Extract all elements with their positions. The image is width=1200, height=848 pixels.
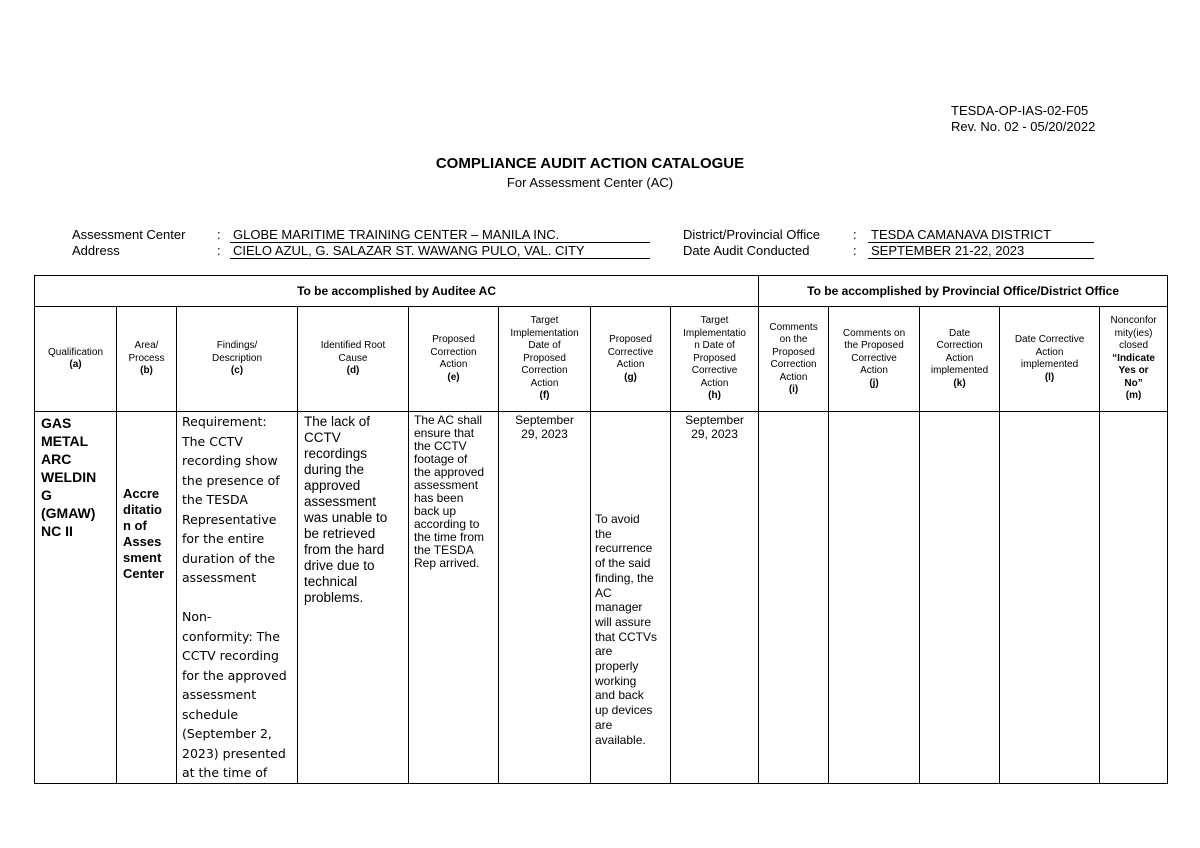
header-area-process: Area/ Process (b) <box>117 307 177 412</box>
district-label: District/Provincial Office <box>683 227 821 242</box>
document-subtitle: For Assessment Center (AC) <box>506 175 674 190</box>
document-code <box>951 103 1095 135</box>
cell-target-date-corrective: September 29, 2023 <box>671 412 759 784</box>
header-qualification: Qualification (a) <box>35 307 117 412</box>
header-correction-action: Proposed Correction Action (e) <box>409 307 499 412</box>
date-audit-label: Date Audit Conducted <box>683 243 810 258</box>
header-comments-correction: Comments on the Proposed Correction Action (i) <box>759 307 829 412</box>
cell-date-correction-implemented <box>920 412 1000 784</box>
cell-target-date-correction: September 29, 2023 <box>499 412 591 784</box>
date-audit-value: SEPTEMBER 21-22, 2023 <box>868 243 1094 259</box>
header-findings: Findings/ Description (c) <box>177 307 298 412</box>
cell-correction-action: The AC shall ensure that the CCTV footage of the approved assessment has been back up according to the time from the TESDA Rep arrived. <box>409 412 499 784</box>
assessment-center-value: GLOBE MARITIME TRAINING CENTER – MANILA INC. <box>230 227 650 243</box>
header-comments-corrective: Comments on the Proposed Corrective Action (j) <box>829 307 920 412</box>
address-label: Address <box>72 243 120 258</box>
cell-comments-corrective <box>829 412 920 784</box>
header-nonconformity-closed: Nonconfor mity(ies) closed “Indicate Yes or No” (m) <box>1100 307 1168 412</box>
date-audit-colon: : <box>853 243 857 258</box>
header-root-cause: Identified Root Cause (d) <box>298 307 409 412</box>
cell-date-corrective-implemented <box>1000 412 1100 784</box>
assessment-center-colon: : <box>217 227 221 242</box>
cell-findings: Requirement: The CCTV recording show the presence of the TESDA Representative for the entire duration of the assessment Non- conformity: The CCTV recording for the approved assessment schedule (September 2, 2023) presented at the time of <box>177 412 298 784</box>
revision-number: Rev. No. 02 - 05/20/2022 <box>951 119 1096 134</box>
form-number: TESDA-OP-IAS-02-F05 <box>951 103 1089 118</box>
section-provincial-header: To be accomplished by Provincial Office/District Office <box>759 276 1168 307</box>
cell-nonconformity-closed <box>1100 412 1168 784</box>
header-target-date-correction: Target Implementation Date of Proposed Correction Action (f) <box>499 307 591 412</box>
header-date-corrective-implemented: Date Corrective Action implemented (l) <box>1000 307 1100 412</box>
cell-area: Accre ditatio n of Asses sment Center <box>117 412 177 784</box>
header-target-date-corrective: Target Implementatio n Date of Proposed Corrective Action (h) <box>671 307 759 412</box>
district-colon: : <box>853 227 857 242</box>
address-value: CIELO AZUL, G. SALAZAR ST. WAWANG PULO, VAL. CITY <box>230 243 650 259</box>
cell-qualification: GAS METAL ARC WELDIN G (GMAW) NC II <box>35 412 117 784</box>
section-auditee-header: To be accomplished by Auditee AC <box>35 276 759 307</box>
cell-root-cause: The lack of CCTV recordings during the approved assessment was unable to be retrieved from the hard drive due to technical problems. <box>298 412 409 784</box>
document-title: COMPLIANCE AUDIT ACTION CATALOGUE <box>435 155 745 172</box>
assessment-center-label: Assessment Center <box>72 227 186 242</box>
header-corrective-action: Proposed Corrective Action (g) <box>591 307 671 412</box>
address-colon: : <box>217 243 221 258</box>
audit-action-table <box>34 275 1168 784</box>
district-value: TESDA CAMANAVA DISTRICT <box>868 227 1094 243</box>
header-date-correction-implemented: Date Correction Action implemented (k) <box>920 307 1000 412</box>
cell-corrective-action: To avoid the recurrence of the said finding, the AC manager will assure that CCTVs are properly working and back up devices are available. <box>591 412 671 784</box>
cell-comments-correction <box>759 412 829 784</box>
